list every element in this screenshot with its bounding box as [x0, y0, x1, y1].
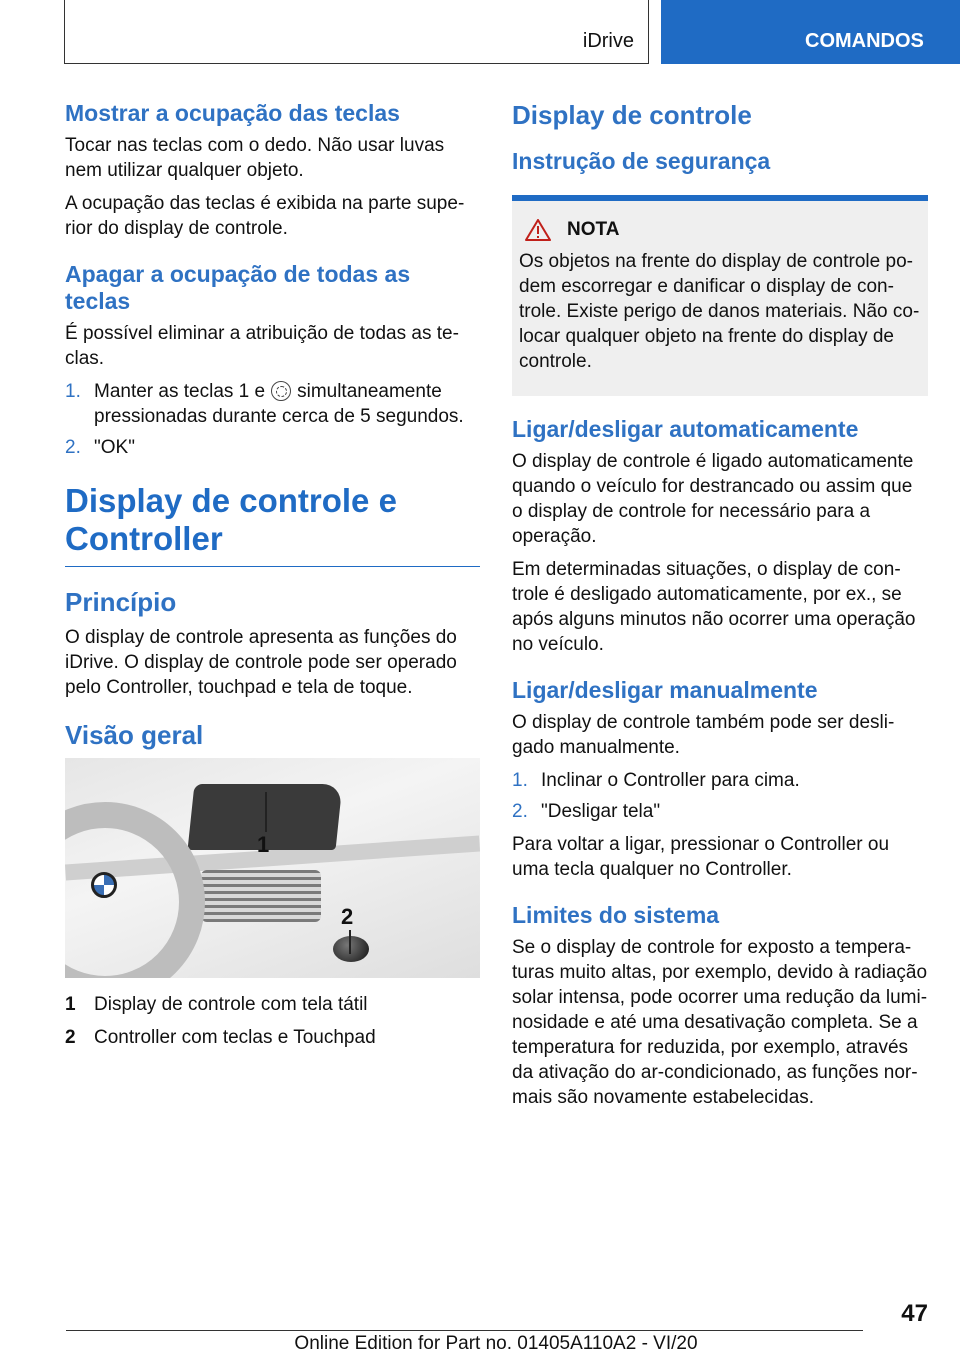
heading-safety: Instrução de segurança [512, 148, 771, 174]
step-number: 1. [65, 381, 81, 402]
paragraph: O display de controle apresenta as funções do iDrive. O display de controle pode ser operado pelo Controller, touchpad e tela de toque. [65, 627, 457, 698]
legend-item [65, 1025, 480, 1050]
section-title: iDrive [582, 30, 634, 52]
footer-divider [66, 1330, 863, 1331]
note-label: NOTA [567, 219, 620, 240]
left-column [65, 100, 480, 1058]
warning-icon [525, 219, 551, 241]
favorite-key-icon [271, 381, 291, 401]
step-number: 1. [512, 770, 528, 791]
paragraph: Para voltar a ligar, pressionar o Controller ou uma tecla qualquer no Controller. [512, 834, 890, 880]
step-text-part: simultaneamente pressionadas durante cerca de 5 segundos. [94, 381, 464, 427]
paragraph: O display de controle também pode ser desligado manualmente. [512, 712, 895, 758]
heading-manual-on-off: Ligar/desligar manualmente [512, 677, 818, 703]
right-column [512, 100, 928, 1118]
numbered-steps [65, 379, 480, 460]
controller-knob-shape [333, 936, 369, 962]
paragraph: Tocar nas teclas com o dedo. Não usar luvas nem utilizar qualquer objeto. [65, 135, 445, 181]
chapter-tab: COMANDOS [661, 0, 960, 64]
paragraph: Em determinadas situações, o display de controle é desligado automaticamente, por ex., se após alguns minutos não ocorrer uma operação no veículo. [512, 559, 916, 655]
paragraph: A ocupação das teclas é exibida na parte superior do display de controle. [65, 193, 465, 239]
step-text: "Desligar tela" [541, 801, 661, 822]
legend-number: 1 [65, 994, 76, 1015]
callout-line [265, 792, 267, 832]
list-item [512, 799, 928, 824]
note-title [519, 219, 920, 241]
note-text: Os objetos na frente do display de controle podem escorregar e danificar o display de controle. Existe perigo de danos materiais. Não colocar qualquer objeto na frente do display de controle. [519, 251, 920, 372]
footer-edition: Online Edition for Part no. 01405A110A2 - VI/20 [294, 1333, 698, 1354]
step-text: Inclinar o Controller para cima. [541, 770, 800, 791]
heading-delete-assignment: Apagar a ocupação de todas as teclas [65, 261, 411, 314]
step-number: 2. [65, 437, 81, 458]
step-number: 2. [512, 801, 528, 822]
paragraph: Se o display de controle for exposto a temperaturas muito altas, por exemplo, devido à radiação solar intensa, pode ocorrer uma redução da luminosidade e até uma desativação completa. Se a temperatura for reduzida, por exemplo, através da ativação do ar-condicionado, as funções normais são novamente estabelecidas. [512, 937, 928, 1108]
legend-item [65, 992, 480, 1017]
page-number: 47 [901, 1300, 928, 1327]
callout-label: 2 [341, 904, 354, 929]
note-box [512, 201, 928, 396]
steering-wheel-shape [65, 802, 205, 978]
step-text-part: Manter as teclas 1 e [94, 381, 266, 402]
heading-show-key-assignment: Mostrar a ocupação das teclas [65, 100, 400, 126]
paragraph: É possível eliminar a atribuição de todas as teclas. [65, 323, 459, 369]
step-text: "OK" [94, 437, 135, 458]
legend-number: 2 [65, 1027, 76, 1048]
callout-line [349, 930, 351, 954]
callout-label: 1 [257, 832, 270, 857]
cockpit-illustration [65, 758, 480, 978]
step-text [94, 379, 480, 429]
legend-text: Display de controle com tela tátil [94, 994, 368, 1015]
heading-overview: Visão geral [65, 720, 204, 750]
header-frame [64, 0, 649, 64]
heading-principle: Princípio [65, 587, 177, 617]
heading-control-display: Display de controle [512, 100, 752, 130]
brand-logo-icon [91, 872, 117, 898]
heading-system-limits: Limites do sistema [512, 902, 720, 928]
air-vent-shape [201, 870, 321, 922]
figure-legend [65, 992, 480, 1050]
list-item [65, 379, 480, 429]
list-item [65, 435, 480, 460]
heading-auto-on-off: Ligar/desligar automaticamente [512, 416, 859, 442]
main-heading: Display de controle e Controller [65, 482, 480, 567]
list-item [512, 768, 928, 793]
legend-text: Controller com teclas e Touchpad [94, 1027, 376, 1048]
numbered-steps [512, 768, 928, 824]
paragraph: O display de controle é ligado automaticamente quando o veículo for destrancado ou assim que o display de controle for necessário para a operação. [512, 451, 914, 547]
